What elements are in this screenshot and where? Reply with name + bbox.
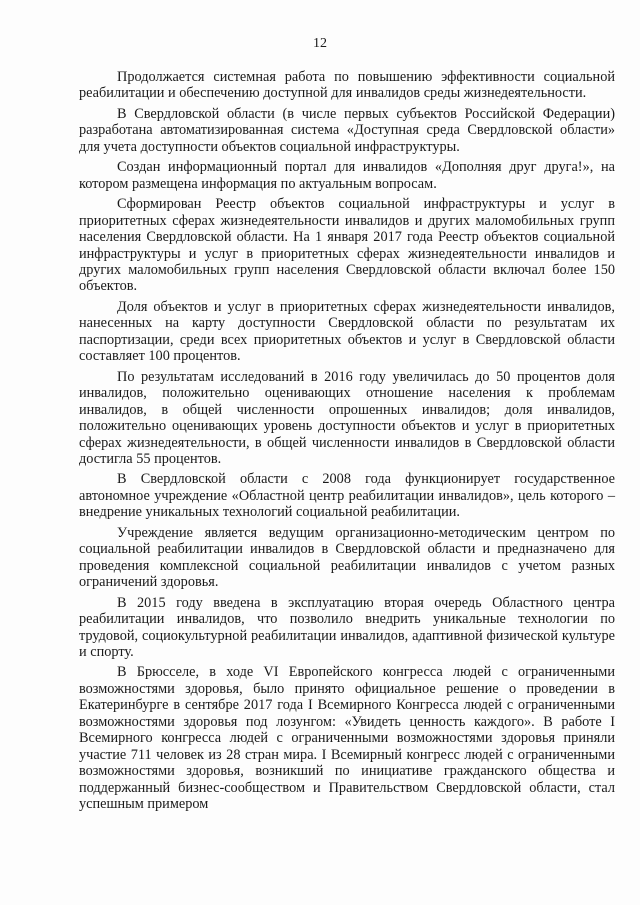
document-body bbox=[79, 69, 615, 816]
paragraph: Создан информационный портал для инвалидов «Дополняя друг друга!», на котором размещена информация по актуальным вопросам. bbox=[79, 159, 615, 192]
paragraph: Учреждение является ведущим организационно-методическим центром по социальной реабилитации инвалидов в Свердловской области и предназначено для проведения комплексной социальной реабилитации инвалидов с учетом разных ограничений здоровья. bbox=[79, 524, 615, 591]
paragraph: В Свердловской области с 2008 года функционирует государственное автономное учреждение «Областной центр реабилитации инвалидов», цель которого – внедрение уникальных технологий социальной реабилитации. bbox=[79, 471, 615, 521]
paragraph: В 2015 году введена в эксплуатацию вторая очередь Областного центра реабилитации инвалидов, что позволило внедрить уникальные технологии по трудовой, социокультурной реабилитации инвалидов, адаптивной физической культуре и спорту. bbox=[79, 594, 615, 660]
paragraph: Сформирован Реестр объектов социальной инфраструктуры и услуг в приоритетных сферах жизнедеятельности инвалидов и других маломобильных групп населения Свердловской области. На 1 января 2017 года Реестр объектов социальной инфраструктуры и услуг в приоритетных сферах жизнедеятельности инвалидов и других маломобильных групп населения Свердловской области включал более 150 объектов. bbox=[79, 196, 615, 295]
paragraph: Продолжается системная работа по повышению эффективности социальной реабилитации и обеспечению доступной для инвалидов среды жизнедеятельности. bbox=[79, 69, 615, 102]
paragraph: Доля объектов и услуг в приоритетных сферах жизнедеятельности инвалидов, нанесенных на карту доступности Свердловской области по результатам их паспортизации, среди всех приоритетных объектов и услуг в Свердловской области составляет 100 процентов. bbox=[79, 298, 615, 365]
paragraph: По результатам исследований в 2016 году увеличилась до 50 процентов доля инвалидов, положительно оценивающих отношение населения к проблемам инвалидов, в общей численности опрошенных инвалидов; доля инвалидов, положительно оценивающих уровень доступности объектов и услуг в приоритетных сферах жизнедеятельности, в общей численности инвалидов в Свердловской области достигла 55 процентов. bbox=[79, 368, 615, 467]
paragraph: В Свердловской области (в числе первых субъектов Российской Федерации) разработана автоматизированная система «Доступная среда Свердловской области» для учета доступности объектов социальной инфраструктуры. bbox=[79, 105, 615, 155]
page-number: 12 bbox=[313, 36, 327, 51]
paragraph: В Брюсселе, в ходе VI Европейского конгресса людей с ограниченными возможностями здоровья, было принято официальное решение о проведении в Екатеринбурге в сентябре 2017 года I Всемирного Конгресса людей с ограниченными возможностями здоровья под лозунгом: «Увидеть ценность каждого». В работе I Всемирного конгресса людей с ограниченными возможностями здоровья приняли участие 711 человек из 28 стран мира. I Всемирный конгресс людей с ограниченными возможностями здоровья, возникший по инициативе гражданского общества и поддержанный бизнес-сообществом и Правительством Свердловской области, стал успешным примером bbox=[79, 664, 615, 813]
